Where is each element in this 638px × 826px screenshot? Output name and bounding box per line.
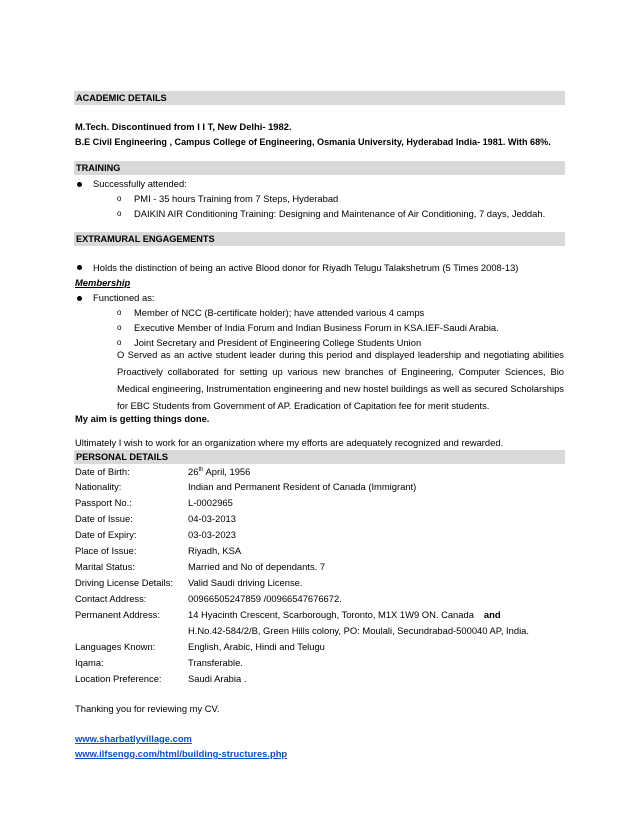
nationality-label: Nationality:	[75, 481, 122, 492]
nationality-value: Indian and Permanent Resident of Canada (Immigrant)	[188, 481, 417, 492]
served-paragraph: O Served as an active student leader during this period and displayed leadership and negotiating abilities Proactively collaborated for setting up various new branches of Engineering, Computer Sciences, Bio Medical engineering, Instrumentation engineering and new hostel buildings as well as secured Scholarships for EBC Students from Government of AP. Eradication of Capitation fee for merit students.	[117, 349, 564, 411]
permanent-address-and: and	[483, 609, 501, 620]
dob-day: 26	[188, 466, 199, 477]
link-ilfsengg[interactable]: www.ilfsengg.com/html/building-structures.php	[75, 748, 288, 759]
ultimately-statement: Ultimately I wish to work for an organization where my efforts are adequately recognized and rewarded.	[75, 437, 504, 448]
location-preference-value: Saudi Arabia .	[188, 673, 247, 684]
membership-india-forum: Executive Member of India Forum and Indian Business Forum in KSA.IEF-Saudi Arabia.	[134, 322, 499, 333]
contact-address-value: 00966505247859 /00966547676672.	[188, 593, 342, 604]
extramural-header: EXTRAMURAL ENGAGEMENTS	[74, 232, 565, 246]
functioned-as: Functioned as:	[93, 292, 155, 303]
marital-status-label: Marital Status:	[75, 561, 135, 572]
iqama-value: Transferable.	[188, 657, 243, 668]
dob-month-year: April, 1956	[203, 466, 251, 477]
circle-bullet-icon: o	[117, 338, 122, 347]
location-preference-label: Location Preference:	[75, 673, 162, 684]
driving-license-value: Valid Saudi driving License.	[188, 577, 303, 588]
membership-joint-secretary: Joint Secretary and President of Engineering College Students Union	[134, 337, 422, 348]
passport-label: Passport No.:	[75, 497, 132, 508]
dob-value	[188, 466, 250, 478]
passport-value: L-0002965	[188, 497, 233, 508]
link-sharbatly-village[interactable]: www.sharbatlyvillage.com	[75, 733, 192, 744]
circle-bullet-icon: o	[117, 209, 122, 218]
permanent-address-canada: 14 Hyacinth Crescent, Scarborough, Toronto, M1X 1W9 ON. Canada	[188, 609, 474, 620]
bullet-icon	[77, 265, 82, 270]
circle-bullet-icon: o	[117, 194, 122, 203]
thanks-text: Thanking you for reviewing my CV.	[75, 703, 220, 714]
membership-label: Membership	[75, 277, 131, 288]
marital-status-value: Married and No of dependants. 7	[188, 561, 326, 572]
issue-date-label: Date of Issue:	[75, 513, 133, 524]
bullet-icon	[77, 182, 82, 187]
expiry-date-label: Date of Expiry:	[75, 529, 137, 540]
dob-suffix: th	[198, 466, 204, 473]
circle-bullet-icon: o	[117, 323, 122, 332]
training-intro: Successfully attended:	[93, 178, 187, 189]
academic-be: B.E Civil Engineering , Campus College of Engineering, Osmania University, Hyderabad India- 1981. With 68%.	[75, 137, 551, 147]
languages-value: English, Arabic, Hindi and Telugu	[188, 641, 325, 652]
permanent-address-line2: H.No.42-584/2/B, Green Hills colony, PO: Moulali, Secundrabad-500040 AP, India.	[188, 625, 529, 636]
expiry-date-value: 03-03-2023	[188, 529, 236, 540]
contact-address-label: Contact Address:	[75, 593, 147, 604]
aim-statement: My aim is getting things done.	[75, 413, 210, 424]
training-item-pmi: PMI - 35 hours Training from 7 Steps, Hyderabad	[134, 193, 339, 204]
bullet-icon	[77, 296, 82, 301]
iqama-label: Iqama:	[75, 657, 104, 668]
languages-label: Languages Known:	[75, 641, 156, 652]
dob-label: Date of Birth:	[75, 466, 130, 477]
place-of-issue-value: Riyadh, KSA	[188, 545, 242, 556]
training-item-daikin: DAIKIN AIR Conditioning Training: Designing and Maintenance of Air Conditioning, 7 days, Jeddah.	[134, 208, 546, 219]
academic-details-header: ACADEMIC DETAILS	[74, 91, 565, 105]
personal-details-header: PERSONAL DETAILS	[74, 450, 565, 464]
circle-bullet-icon: o	[117, 308, 122, 317]
membership-ncc: Member of NCC (B-certificate holder); have attended various 4 camps	[134, 307, 425, 318]
place-of-issue-label: Place of Issue:	[75, 545, 137, 556]
issue-date-value: 04-03-2013	[188, 513, 236, 524]
training-header: TRAINING	[74, 161, 565, 175]
academic-mtech: M.Tech. Discontinued from I I T, New Delhi- 1982.	[75, 121, 292, 132]
permanent-address-label: Permanent Address:	[75, 609, 160, 620]
driving-license-label: Driving License Details:	[75, 577, 173, 588]
permanent-address-line1	[188, 609, 501, 621]
blood-donor-text: Holds the distinction of being an active Blood donor for Riyadh Telugu Talakshetrum (5 Times 2008-13)	[93, 262, 519, 273]
